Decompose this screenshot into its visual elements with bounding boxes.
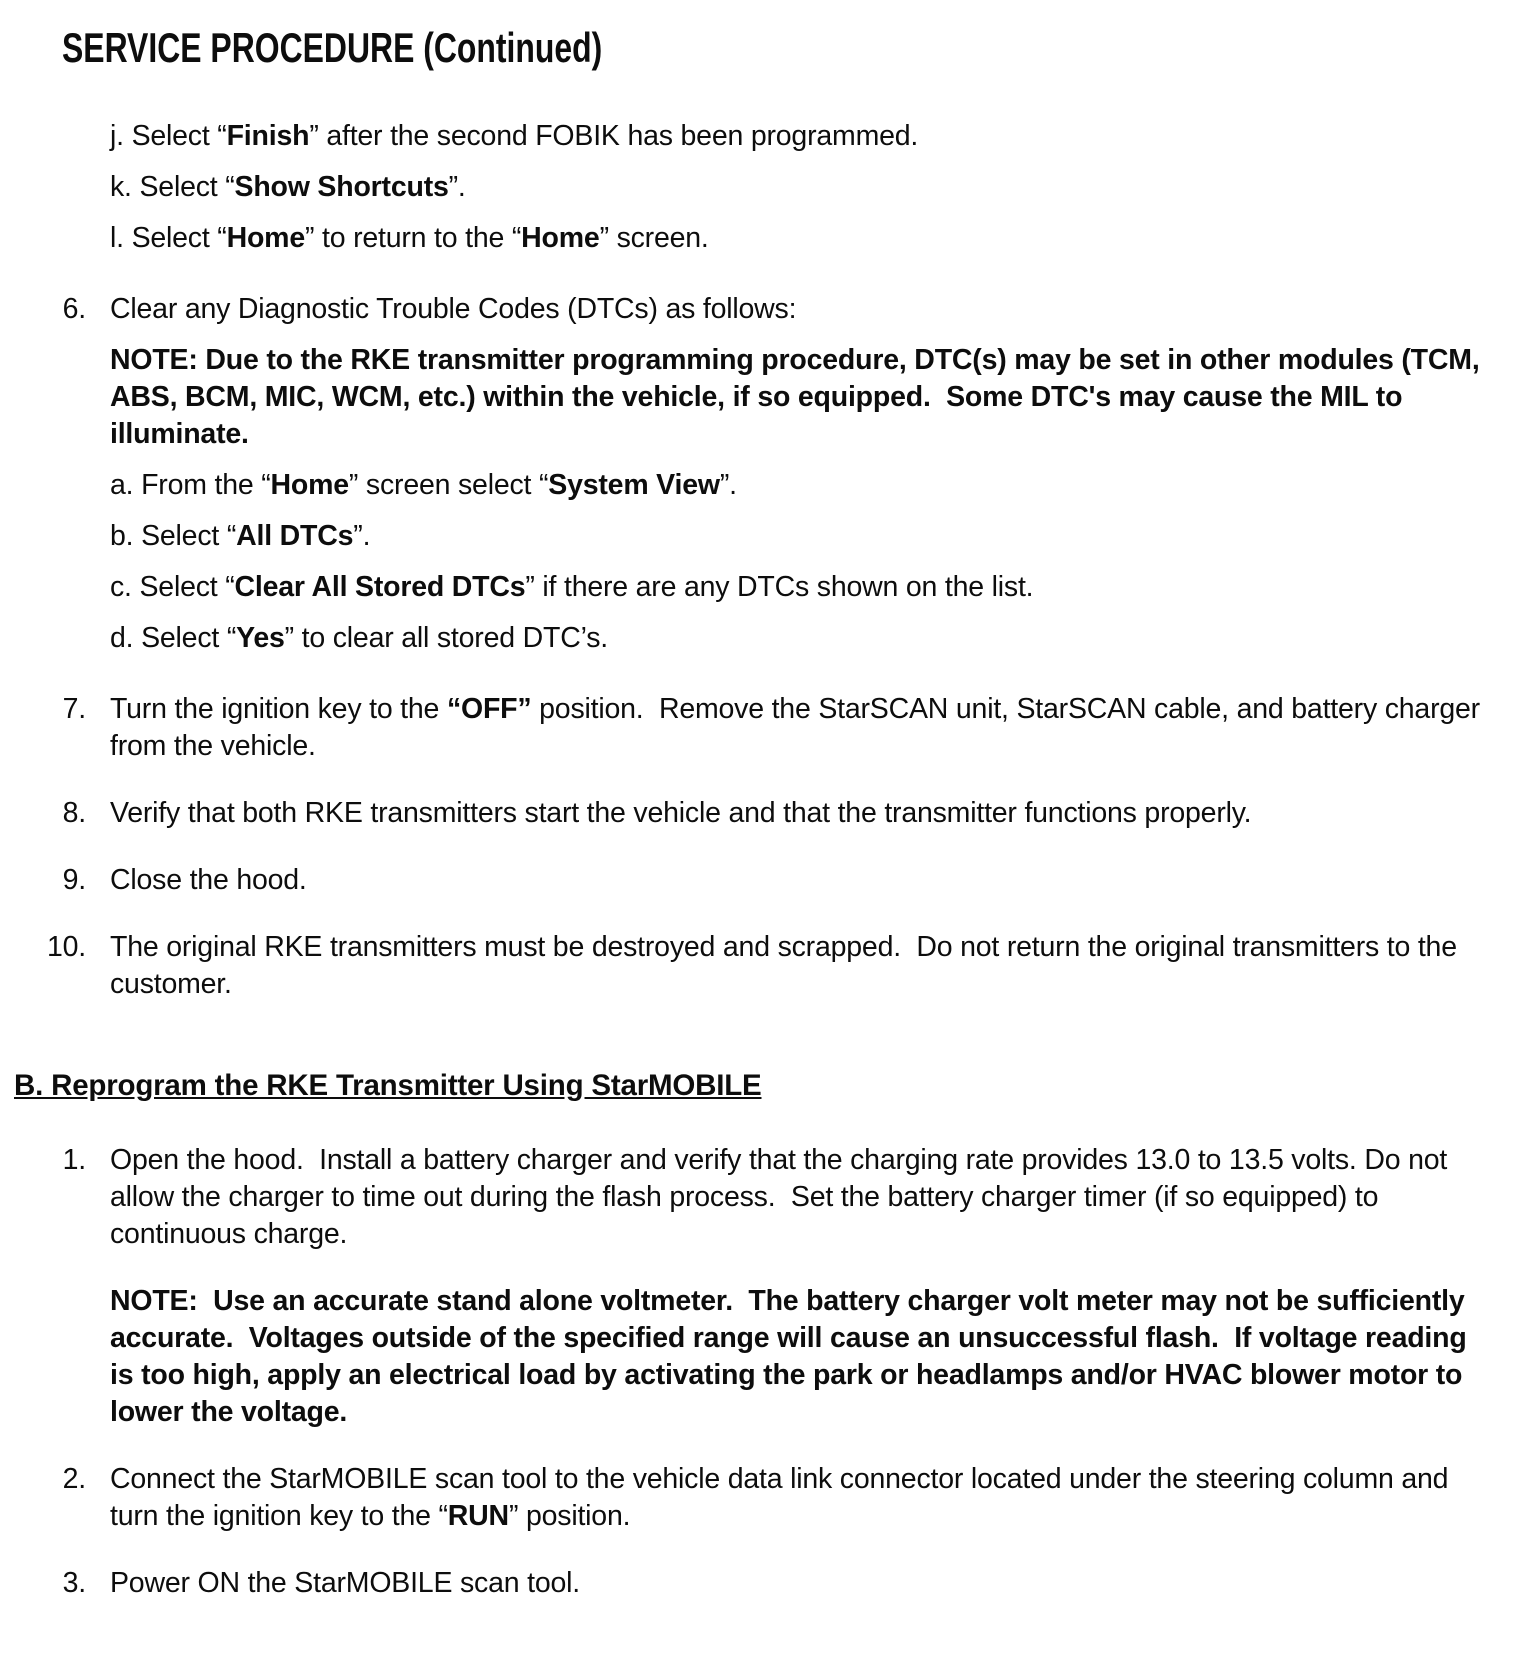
- body-text: c. Select “: [110, 571, 235, 603]
- text-run: [14, 1069, 762, 1102]
- bold-text: All DTCs: [236, 520, 354, 552]
- body-text: ”.: [353, 520, 371, 552]
- body-text: ”.: [448, 171, 466, 203]
- body-text: a. From the “: [110, 469, 271, 501]
- body-text: Close the hood.: [110, 864, 307, 896]
- body-text: The original RKE transmitters must be destroyed and scrapped. Do not return the original transmitters to the customer.: [110, 931, 1465, 1000]
- list-marker: 1.: [62, 1144, 86, 1176]
- body-text: Verify that both RKE transmitters start the vehicle and that the transmitter functions properly.: [110, 797, 1252, 829]
- list-marker: 8.: [62, 797, 86, 829]
- body-text: ” to return to the “: [304, 222, 522, 254]
- body-text: b. Select “: [110, 520, 237, 552]
- body-text: Clear any Diagnostic Trouble Codes (DTCs) as follows:: [110, 293, 797, 325]
- list-item: [38, 862, 1480, 899]
- body-text: ” screen select “: [348, 469, 549, 501]
- list-marker: 10.: [46, 931, 86, 963]
- list-item: [38, 291, 1480, 328]
- text-run: [110, 222, 709, 254]
- body-text: ” after the second FOBIK has been programmed.: [309, 120, 919, 152]
- sub-list-item: [110, 118, 1480, 155]
- list-item: [38, 795, 1480, 832]
- bold-text: NOTE: Due to the RKE transmitter programming procedure, DTC(s) may be set in other modules (TCM, ABS, BCM, MIC, WCM, etc.) within the vehicle, if so equipped. Some DTC's may cause the MIL to illuminate.: [110, 344, 1487, 450]
- text-run: [110, 291, 1480, 328]
- text-run: [110, 622, 608, 654]
- bold-text: Home: [521, 222, 600, 254]
- bold-text: Finish: [226, 120, 310, 152]
- text-run: [110, 171, 466, 203]
- body-text: ” if there are any DTCs shown on the list.: [525, 571, 1034, 603]
- list-marker: 6.: [62, 293, 86, 325]
- section-heading: [14, 1067, 1480, 1104]
- body-text: ” screen.: [599, 222, 709, 254]
- text-run: [110, 1461, 1480, 1535]
- note-paragraph: [110, 342, 1487, 453]
- list-item: [38, 691, 1488, 765]
- body-text: Connect the StarMOBILE scan tool to the vehicle data link connector located under the steering column and turn the ignition key to the “: [110, 1463, 1457, 1532]
- list-marker: 3.: [62, 1567, 86, 1599]
- body-text: position. Remove the StarSCAN unit, StarSCAN cable, and battery charger from the vehicle.: [110, 693, 1488, 762]
- text-run: [110, 929, 1480, 1003]
- note-paragraph: [110, 1283, 1484, 1431]
- bold-text: Clear All Stored DTCs: [234, 571, 526, 603]
- bold-text: Home: [270, 469, 349, 501]
- sub-list-item: [110, 569, 1480, 606]
- list-marker: 7.: [62, 693, 86, 725]
- bold-text: Yes: [236, 622, 285, 654]
- body-text: ” to clear all stored DTC’s.: [284, 622, 608, 654]
- body-text: l. Select “: [110, 222, 227, 254]
- list-item: [38, 1461, 1480, 1535]
- bold-text: Show Shortcuts: [234, 171, 449, 203]
- list-item: [38, 929, 1480, 1003]
- body-text: j. Select “: [110, 120, 227, 152]
- sub-list-item: [110, 518, 1480, 555]
- body-text: ” position.: [508, 1500, 631, 1532]
- list-marker: 9.: [62, 864, 86, 896]
- text-run: [110, 1565, 1480, 1602]
- sub-list-item: [110, 169, 1480, 206]
- text-run: [110, 120, 918, 152]
- bold-text: RUN: [447, 1500, 509, 1532]
- text-run: [110, 344, 1486, 450]
- list-marker: 2.: [62, 1463, 86, 1495]
- text-run: [110, 469, 737, 501]
- bold-text: System View: [548, 469, 720, 501]
- sub-list-item: [110, 620, 1480, 657]
- list-item: [38, 1565, 1480, 1602]
- text-run: [110, 795, 1480, 832]
- document-blocks: [14, 118, 1488, 1602]
- text-run: [110, 571, 1033, 603]
- bold-text: Home: [226, 222, 305, 254]
- bold-text: B. Reprogram the RKE Transmitter Using StarMOBILE: [14, 1069, 762, 1102]
- body-text: Turn the ignition key to the: [110, 693, 447, 725]
- body-text: ”.: [719, 469, 737, 501]
- text-run: [110, 520, 370, 552]
- body-text: Power ON the StarMOBILE scan tool.: [110, 1567, 580, 1599]
- bold-text: NOTE: Use an accurate stand alone voltmeter. The battery charger volt meter may not be sufficiently accurate. Voltages outside of the specified range will cause an unsuccessful flash. If voltage reading is too high, apply an electrical load by activating the park or headlamps and/or HVAC blower motor to lower the voltage.: [110, 1285, 1475, 1428]
- body-text: Open the hood. Install a battery charger and verify that the charging rate provides 13.0 to 13.5 volts. Do not allow the charger to time out during the flash process. Set the battery charger timer (if so equipped) to continuous charge.: [110, 1144, 1455, 1250]
- text-run: [110, 862, 1480, 899]
- text-run: [110, 1142, 1480, 1253]
- sub-list-item: [110, 220, 1480, 257]
- body-text: d. Select “: [110, 622, 237, 654]
- bold-text: “OFF”: [446, 693, 532, 725]
- page-title: SERVICE PROCEDURE (Continued): [62, 24, 603, 71]
- text-run: [110, 1285, 1474, 1428]
- text-run: [110, 691, 1488, 765]
- sub-list-item: [110, 467, 1480, 504]
- body-text: k. Select “: [110, 171, 235, 203]
- list-item: [38, 1142, 1480, 1253]
